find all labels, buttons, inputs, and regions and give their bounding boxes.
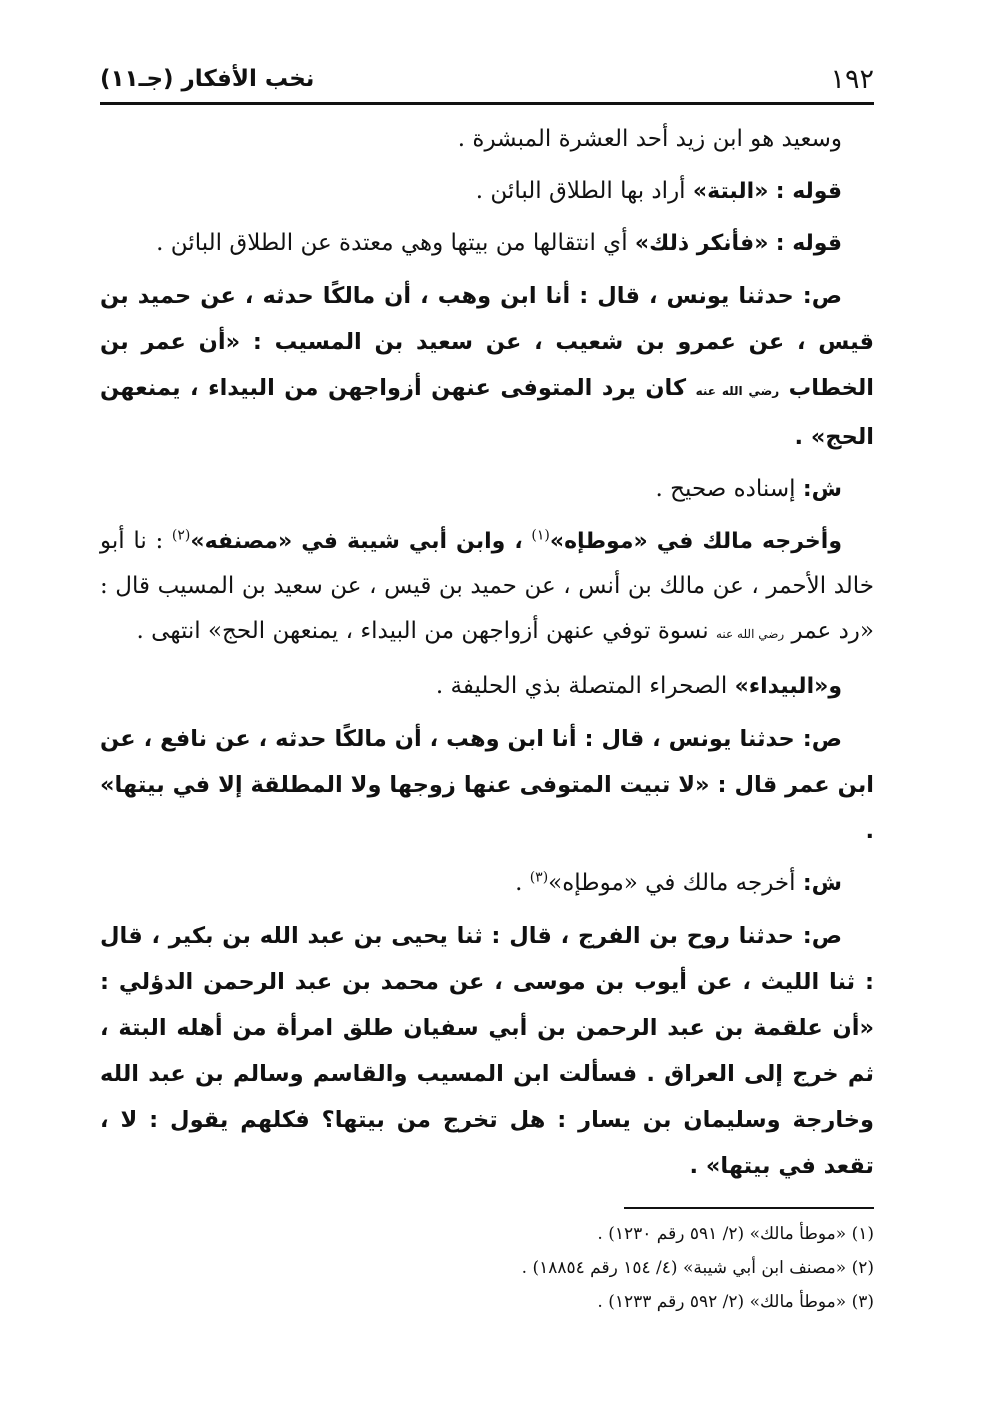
quoted-term: «فأنكر ذلك» [634,231,769,256]
footnote-ref-3: (٣) [529,869,549,886]
honorific-glyph: رضي الله عنه [716,627,785,641]
paragraph-1: وسعيد هو ابن زيد أحد العشرة المبشرة . [457,126,842,152]
paragraph-2: قوله : «البتة» أراد بها الطلاق البائن . [475,178,842,204]
running-title: نخب الأفكار (جـ١١) [100,66,315,92]
commentary-3: و«البيداء» الصحراء المتصلة بذي الحليفة . [435,673,842,699]
sad-label: ص: [802,283,842,309]
hadith-text-3: ص: حدثنا روح بن الفرج ، قال : ثنا يحيى بن عبد الله بن بكير ، قال : ثنا الليث ، عن أيوب بن موسى ، عن محمد بن عبد الرحمن الدؤلي : «أن علقمة بن عبد الرحمن بن أبي سفيان طلق امرأة من أهله البتة ، ثم خرج إلى العراق . فسألت ابن المسيب والقاسم وسالم بن عبد الله وخارجة وسليمان بن يسار : هل تخرج من بيتها؟ فكلهم يقول : لا ، تقعد في بيتها» . [100,923,874,1179]
book-page [100,62,874,1362]
honorific-glyph: رضي الله عنه [695,384,780,398]
page-number: ١٩٢ [830,64,874,95]
page-header [100,62,874,105]
sad-label: ص: [802,923,842,949]
commentary-4: ش: أخرجه مالك في «موطإه»$^{(٣)}$ . [515,869,842,896]
paragraph-3: قوله : «فأنكر ذلك» أي انتقالها من بيتها وهي معتدة عن الطلاق البائن . [156,230,842,256]
qawluhu-label: قوله : [775,179,842,204]
commentary-1: ش: إسناده صحيح . [655,476,842,502]
hadith-text-1: ص: حدثنا يونس ، قال : أنا ابن وهب ، أن مالكًا حدثه ، عن حميد بن قيس ، عن عمرو بن شعيب ، عن سعيد بن المسيب : «أن عمر بن الخطاب رضي الله عنه كان يرد المتوفى عنهن أزواجهن من البيداء ، يمنعهن الحج» . [100,283,875,450]
footnote-1: (١) «موطأ مالك» (٢/ ٥٩١ رقم ١٢٣٠) . [597,1224,874,1244]
footnote-ref-2: (٢) [171,527,191,544]
footnote-divider [624,1207,874,1209]
quoted-term: و«البيداء» [734,674,842,699]
sad-label: ص: [802,726,842,752]
footnote-2: (٢) «مصنف ابن أبي شيبة» (٤/ ١٥٤ رقم ١٨٨٥٤) . [521,1258,874,1278]
shin-label: ش: [802,871,842,896]
footnote-ref-1: (١) [531,527,550,544]
quoted-term: «البتة» [692,179,769,204]
main-text [100,105,874,1189]
commentary-2: وأخرجه مالك في «موطإه»$^{(١)}$ ، وابن أبي شيبة في «مصنفه»$^{(٢)}$ : نا أبو خالد الأحمر ، عن مالك بن أنس ، عن حميد بن قيس ، عن سعيد بن المسيب قال : «رد عمر رضي الله عنه نسوة توفي عنهن أزواجهن من البيداء ، يمنعهن الحج» انتهى . [100,527,874,644]
shin-label: ش: [802,477,842,502]
footnotes [100,1217,874,1319]
footnote-3: (٣) «موطأ مالك» (٢/ ٥٩٢ رقم ١٢٣٣) . [597,1292,874,1312]
hadith-text-2: ص: حدثنا يونس ، قال : أنا ابن وهب ، أن مالكًا حدثه ، عن نافع ، عن ابن عمر قال : «لا تبيت المتوفى عنها زوجها ولا المطلقة إلا في بيتها» . [100,726,874,844]
qawluhu-label: قوله : [775,231,842,256]
